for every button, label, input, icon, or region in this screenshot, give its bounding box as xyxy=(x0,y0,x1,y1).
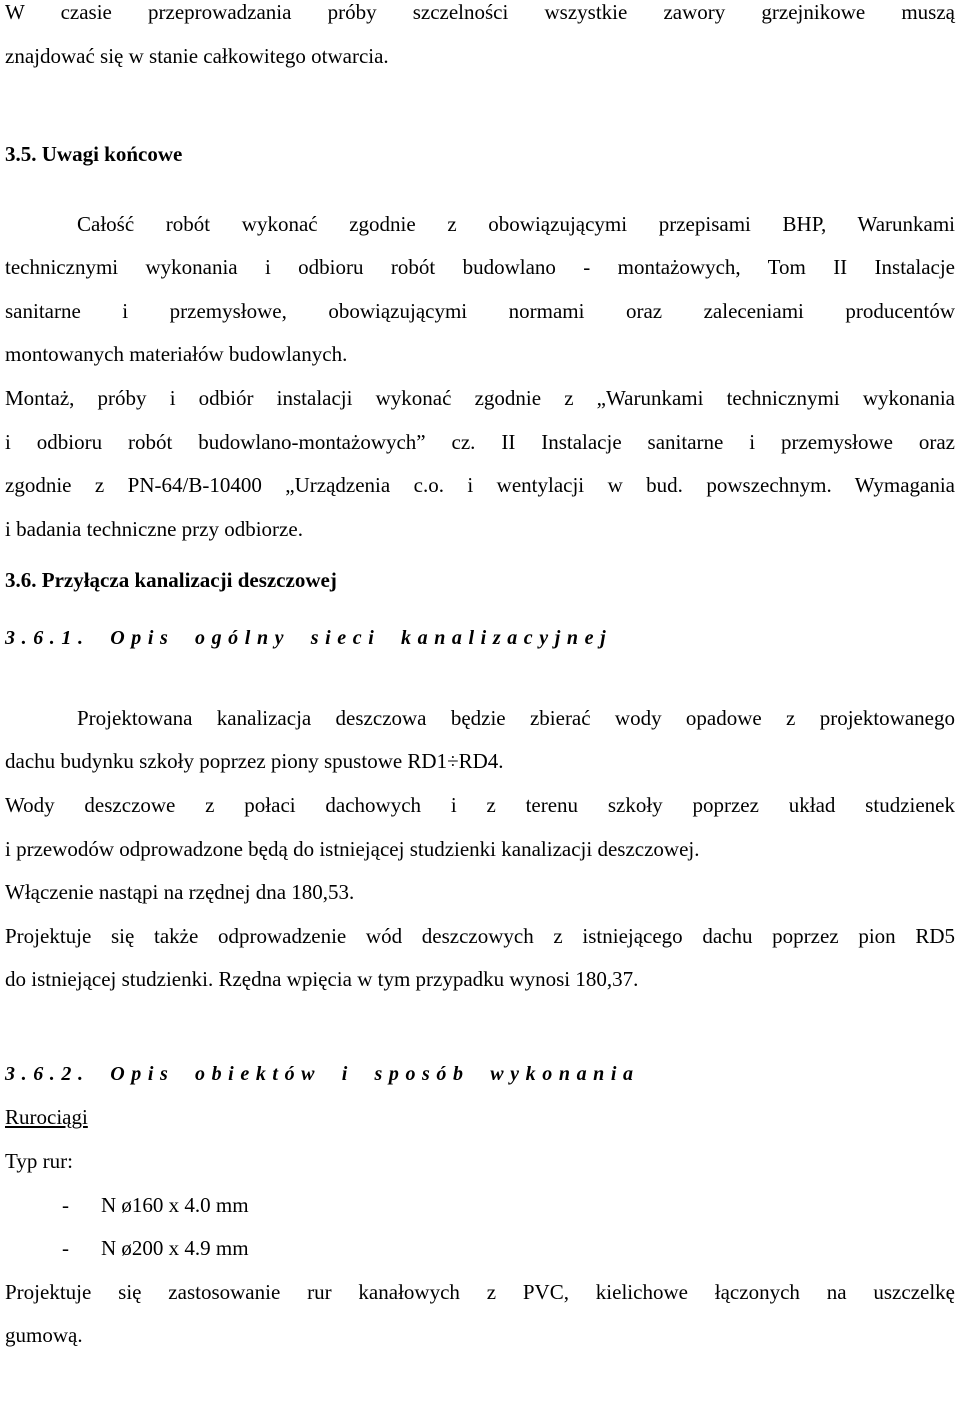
paragraph-3-6-1-2 xyxy=(5,784,955,871)
text-line: Montaż, próby i odbiór instalacji wykonać zgodnie z „Warunkami technicznymi wykonania xyxy=(5,385,955,410)
list-item-text: N ø200 x 4.9 mm xyxy=(101,1236,249,1261)
subsection-heading-3-6-2: 3.6.2. Opis obiektów i sposób wykonania xyxy=(5,1062,640,1085)
list-item-text: N ø160 x 4.0 mm xyxy=(101,1192,249,1217)
text-line: do istniejącej studzienki. Rzędna wpięcia w tym przypadku wynosi 180,37. xyxy=(5,967,639,992)
text-line: sanitarne i przemysłowe, obowiązującymi normami oraz zaleceniami producentów xyxy=(5,298,955,323)
paragraph-3-5-1 xyxy=(5,203,955,377)
text-line: Projektowana kanalizacja deszczowa będzie zbierać wody opadowe z projektowanego xyxy=(77,705,955,730)
pipe-types-list xyxy=(5,1184,955,1271)
pipes-title-text: Rurociągi xyxy=(5,1105,88,1130)
text-line: i przewodów odprowadzone będą do istniejącej studzienki kanalizacji deszczowej. xyxy=(5,836,700,861)
pipes-title xyxy=(5,1096,955,1140)
paragraph-3-6-1-3 xyxy=(5,871,955,915)
pipe-types-label: Typ rur: xyxy=(5,1148,73,1173)
section-heading-3-6: 3.6. Przyłącza kanalizacji deszczowej xyxy=(5,568,337,593)
text-line: montowanych materiałów budowlanych. xyxy=(5,342,348,367)
subsection-heading-3-6-1: 3.6.1. Opis ogólny sieci kanalizacyjnej xyxy=(5,627,613,650)
text-line: gumową. xyxy=(5,1323,83,1348)
list-item xyxy=(5,1184,955,1228)
text-line: W czasie przeprowadzania próby szczelności wszystkie zawory grzejnikowe muszą xyxy=(5,0,955,24)
text-line: Projektuje się zastosowanie rur kanałowych z PVC, kielichowe łączonych na uszczelkę xyxy=(5,1279,955,1304)
text-line: technicznymi wykonania i odbioru robót budowlano - montażowych, Tom II Instalacje xyxy=(5,255,955,280)
text-line: Całość robót wykonać zgodnie z obowiązującymi przepisami BHP, Warunkami xyxy=(77,211,955,236)
section-heading-3-5: 3.5. Uwagi końcowe xyxy=(5,142,183,167)
text-line: Wody deszczowe z połaci dachowych i z terenu szkoły poprzez układ studzienek xyxy=(5,792,955,817)
text-line: Włączenie nastąpi na rzędnej dna 180,53. xyxy=(5,880,355,905)
text-line: i odbioru robót budowlano-montażowych” cz. II Instalacje sanitarne i przemysłowe oraz xyxy=(5,429,955,454)
paragraph-3-6-1-1 xyxy=(5,697,955,784)
document-page xyxy=(5,0,955,1358)
list-item xyxy=(5,1227,955,1271)
intro-paragraph xyxy=(5,0,955,78)
paragraph-3-5-2 xyxy=(5,377,955,551)
text-line: dachu budynku szkoły poprzez piony spustowe RD1÷RD4. xyxy=(5,749,504,774)
text-line: znajdować się w stanie całkowitego otwarcia. xyxy=(5,43,389,68)
text-line: zgodnie z PN-64/B-10400 „Urządzenia c.o. i wentylacji w bud. powszechnym. Wymagania xyxy=(5,473,955,498)
closing-paragraph xyxy=(5,1271,955,1358)
paragraph-3-6-1-4 xyxy=(5,915,955,1002)
list-dash: - xyxy=(62,1192,69,1217)
text-line: i badania techniczne przy odbiorze. xyxy=(5,516,303,541)
text-line: Projektuje się także odprowadzenie wód deszczowych z istniejącego dachu poprzez pion RD5 xyxy=(5,923,955,948)
list-dash: - xyxy=(62,1236,69,1261)
